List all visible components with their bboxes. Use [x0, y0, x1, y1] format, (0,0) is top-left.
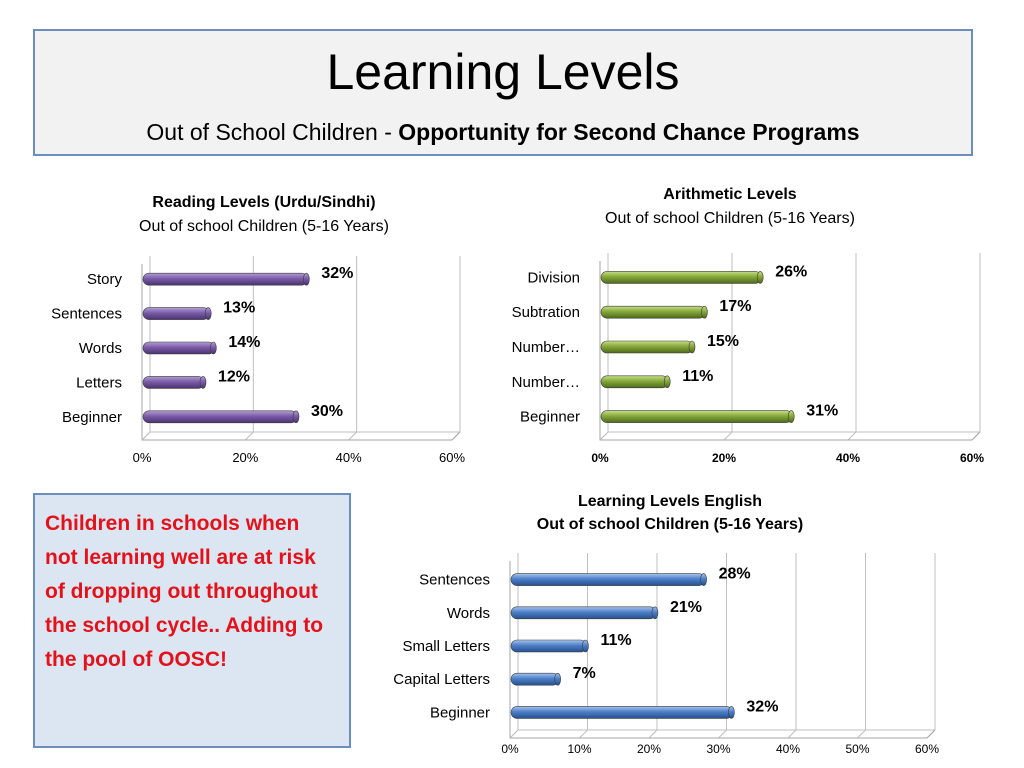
bar-reading-3: [143, 376, 204, 388]
tick-label-english-5: 50%: [845, 742, 870, 756]
tick-label-english-2: 20%: [636, 742, 662, 756]
bar-cap-arithmetic-3: [664, 376, 670, 388]
category-label-reading-4: Beginner: [61, 408, 122, 426]
bar-cap-english-4: [728, 706, 734, 718]
category-label-english-3: Capital Letters: [393, 671, 490, 689]
bar-english-0: [511, 574, 705, 586]
tick-label-arithmetic-1: 20%: [711, 451, 737, 465]
bar-cap-english-2: [582, 640, 588, 652]
tick-label-arithmetic-0: 0%: [591, 451, 609, 465]
bar-cap-reading-4: [293, 411, 299, 423]
tick-label-reading-1: 20%: [232, 450, 259, 465]
gridline-arithmetic-2: [848, 253, 856, 440]
data-label-arithmetic-1: 17%: [719, 298, 752, 316]
category-label-arithmetic-4: Beginner: [519, 408, 580, 426]
gridline-reading-2: [349, 256, 357, 440]
tick-label-arithmetic-2: 40%: [835, 451, 861, 465]
category-label-arithmetic-3: Number…: [511, 373, 580, 391]
category-label-english-2: Small Letters: [402, 638, 490, 655]
data-label-arithmetic-2: 15%: [707, 333, 740, 350]
chart-title-english: Learning Levels English: [577, 493, 763, 510]
gridline-reading-3: [452, 256, 460, 440]
slide-title: Learning Levels: [326, 44, 680, 100]
chart-subtitle-reading: Out of school Children (5-16 Years): [139, 218, 389, 235]
bar-cap-reading-2: [210, 342, 216, 354]
data-label-english-1: 21%: [669, 598, 702, 616]
category-label-reading-0: Story: [86, 271, 122, 289]
data-label-arithmetic-3: 11%: [682, 367, 714, 385]
bar-cap-reading-0: [303, 273, 309, 285]
tick-label-english-1: 10%: [567, 742, 592, 756]
data-label-english-2: 11%: [600, 632, 632, 649]
bar-reading-4: [143, 411, 297, 423]
bar-cap-arithmetic-4: [788, 411, 794, 423]
data-label-arithmetic-4: 31%: [806, 402, 839, 420]
tick-label-reading-0: 0%: [132, 450, 152, 465]
bar-arithmetic-3: [601, 376, 668, 388]
chart-title-arithmetic: Arithmetic Levels: [663, 186, 797, 203]
tick-label-english-3: 30%: [706, 742, 731, 756]
data-label-reading-2: 14%: [228, 334, 261, 351]
tick-label-english-4: 40%: [775, 742, 801, 756]
bar-english-2: [511, 640, 586, 652]
data-label-arithmetic-0: 26%: [775, 263, 808, 281]
category-label-reading-3: Letters: [76, 374, 122, 392]
bar-arithmetic-0: [601, 271, 761, 283]
chart-title-reading: Reading Levels (Urdu/Sindhi): [152, 194, 376, 211]
category-label-arithmetic-0: Division: [527, 269, 580, 287]
tick-label-english-0: 0%: [501, 742, 519, 756]
bar-english-4: [511, 706, 732, 718]
chart-subtitle-arithmetic: Out of school Children (5-16 Years): [605, 210, 855, 227]
data-label-reading-0: 32%: [321, 265, 354, 283]
bar-cap-arithmetic-2: [689, 341, 695, 353]
bar-reading-2: [143, 342, 214, 354]
data-label-english-4: 32%: [746, 698, 779, 716]
category-label-reading-1: Sentences: [51, 305, 122, 323]
category-label-english-1: Words: [446, 604, 490, 622]
data-label-english-0: 28%: [718, 565, 751, 583]
bar-reading-0: [143, 273, 307, 285]
bar-cap-reading-1: [205, 308, 211, 320]
slide-subtitle-plain: Out of School Children -: [146, 119, 399, 145]
gridline-arithmetic-3: [972, 253, 980, 440]
category-label-english-0: Sentences: [419, 571, 490, 589]
gridline-english-4: [788, 553, 796, 738]
data-label-reading-3: 12%: [218, 368, 251, 386]
note-text: Children in schools when not learning well are at risk of dropping out throughout the school cycle.. Adding to the pool of OOSC!: [45, 512, 324, 671]
category-label-english-4: Beginner: [429, 704, 490, 722]
tick-label-reading-2: 40%: [335, 450, 362, 465]
gridline-english-5: [858, 553, 866, 738]
data-label-english-3: 7%: [572, 665, 596, 683]
bar-cap-english-0: [701, 574, 707, 586]
bar-english-1: [511, 607, 656, 619]
axis-floor-english: [510, 730, 518, 738]
gridline-english-6: [927, 553, 935, 738]
bar-cap-arithmetic-1: [701, 306, 707, 318]
data-label-reading-4: 30%: [311, 402, 344, 420]
category-label-reading-2: Words: [78, 340, 122, 357]
bar-cap-arithmetic-0: [757, 271, 763, 283]
bar-arithmetic-4: [601, 411, 792, 423]
tick-label-english-6: 60%: [914, 742, 940, 756]
bar-cap-english-3: [555, 673, 561, 685]
axis-floor-reading: [142, 432, 150, 440]
chart-subtitle-english: Out of school Children (5-16 Years): [536, 516, 804, 533]
tick-label-reading-3: 60%: [438, 450, 466, 465]
category-label-arithmetic-2: Number…: [511, 339, 580, 356]
tick-label-arithmetic-3: 60%: [959, 451, 985, 465]
bar-arithmetic-2: [601, 341, 693, 353]
bar-reading-1: [143, 308, 209, 320]
data-label-reading-1: 13%: [223, 299, 256, 317]
bar-english-3: [511, 673, 559, 685]
category-label-arithmetic-1: Subtration: [511, 304, 580, 322]
bar-cap-english-1: [652, 607, 658, 619]
bar-arithmetic-1: [601, 306, 705, 318]
slide-subtitle-bold: Opportunity for Second Chance Programs: [398, 119, 860, 145]
axis-floor-arithmetic: [600, 432, 608, 440]
bar-cap-reading-3: [200, 376, 206, 388]
